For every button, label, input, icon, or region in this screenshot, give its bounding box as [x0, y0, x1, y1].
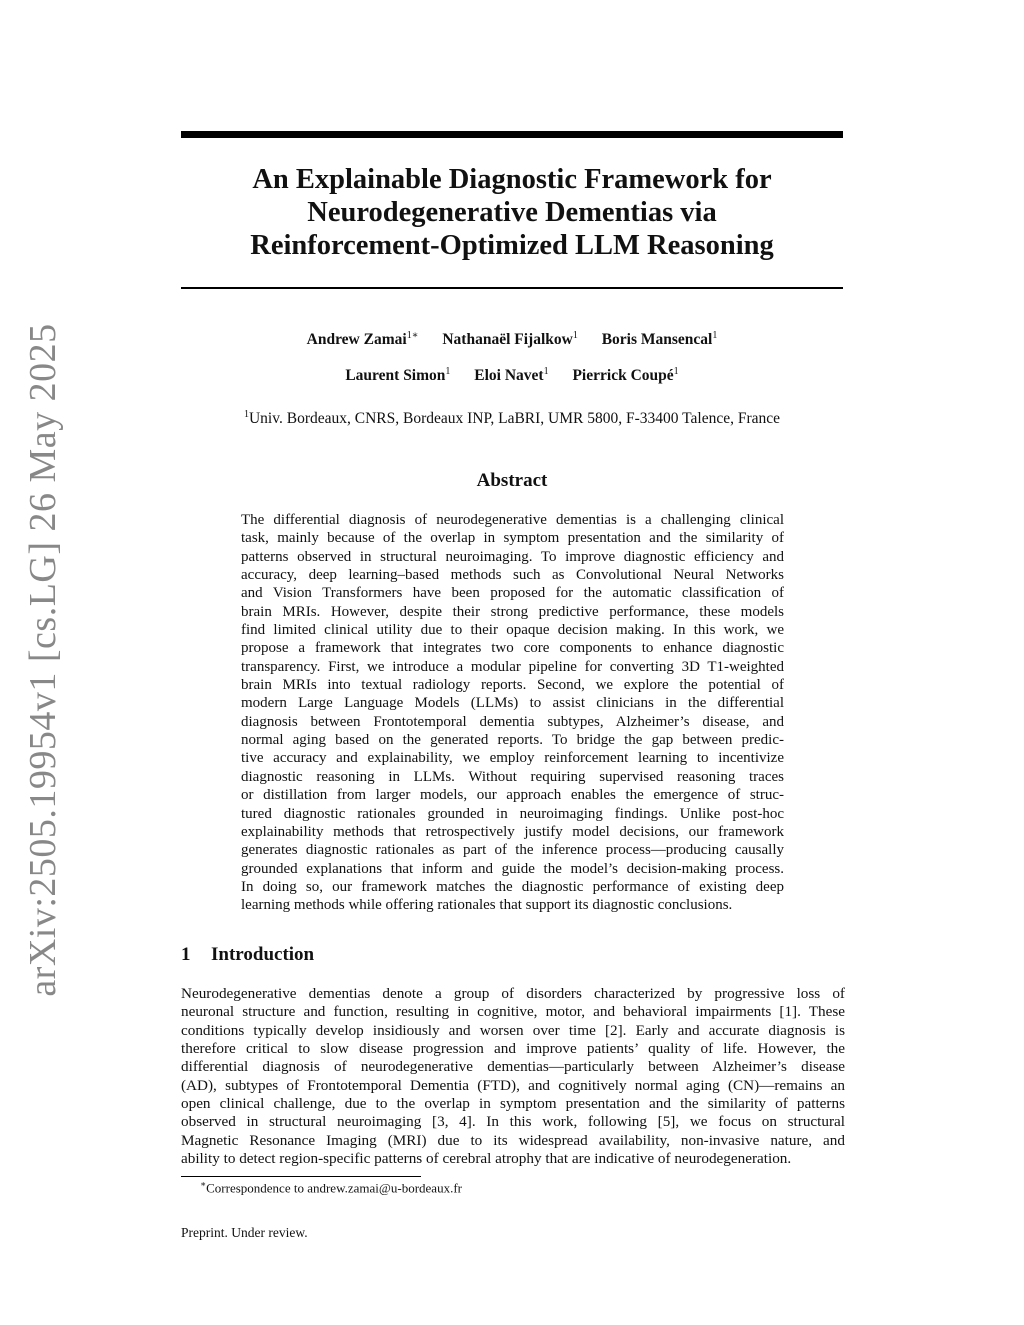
abstract-line: propose a framework that integrates two core components to enhance diagnostic	[241, 640, 784, 657]
abstract-line: explainability methods that retrospectively justify model decisions, our framework	[241, 823, 784, 840]
section-title: Introduction	[211, 944, 315, 965]
intro-line: therefore critical to slow disease progression and improve patients’ quality of life. However, the	[181, 1040, 845, 1058]
footnote	[200, 1179, 462, 1196]
intro-line: Magnetic Resonance Imaging (MRI) due to its widespread availability, non-invasive nature, and	[181, 1131, 845, 1149]
author-affiliation-mark: 1∗	[406, 330, 419, 341]
abstract-line: and Vision Transformers have been proposed for the automatic classification of	[241, 585, 784, 602]
abstract-line: diagnosis between Frontotemporal dementia subtypes, Alzheimer’s disease, and	[241, 713, 784, 730]
abstract-line: tured diagnostic rationales grounded in neuroimaging findings. Unlike post-hoc	[241, 805, 784, 822]
title-bottom-rule	[181, 287, 843, 289]
author-name: Pierrick Coupé	[572, 367, 674, 385]
abstract-line: task, mainly because of the overlap in symptom presentation and the similarity of	[241, 530, 784, 547]
paper-title	[181, 163, 843, 262]
section-number: 1	[181, 944, 191, 965]
abstract-line: patterns observed in structural neuroimaging. To improve diagnostic efficiency and	[241, 548, 784, 565]
abstract-line: normal aging based on the generated reports. To bridge the gap between predic-	[241, 732, 784, 749]
author	[474, 366, 548, 385]
abstract-line: brain MRIs. However, despite their strong predictive performance, these models	[241, 603, 784, 620]
author-name: Eloi Navet	[474, 367, 544, 385]
introduction-paragraph	[181, 985, 845, 1168]
author-name: Nathanaël Fijalkow	[442, 331, 573, 349]
abstract-line: brain MRIs into textual radiology reports. Second, we explore the potential of	[241, 677, 784, 694]
author-affiliation-mark: 1	[673, 366, 679, 377]
author-row-1	[181, 330, 843, 349]
author-name: Boris Mansencal	[601, 331, 713, 349]
intro-line: Neurodegenerative dementias denote a group of disorders characterized by progressive loss of	[181, 985, 845, 1002]
title-line: Reinforcement-Optimized LLM Reasoning	[250, 230, 774, 261]
affiliation-text: Univ. Bordeaux, CNRS, Bordeaux INP, LaBRI, UMR 5800, F-33400 Talence, France	[248, 410, 781, 428]
abstract-line: In doing so, our framework matches the diagnostic performance of existing deep	[241, 878, 784, 895]
abstract-body	[241, 511, 784, 915]
intro-line: neuronal structure and function, resulting in cognitive, motor, and behavioral impairments [1]. These	[181, 1003, 845, 1021]
title-top-rule	[181, 131, 843, 138]
author-affiliation-mark: 1	[572, 330, 578, 341]
author-affiliation-mark: 1	[543, 366, 549, 377]
intro-line: conditions typically develop insidiously and worsen over time [2]. Early and accurate diagnosis is	[181, 1021, 845, 1039]
author	[442, 330, 577, 349]
abstract-line: tive accuracy and explainability, we employ reinforcement learning to incentivize	[241, 750, 784, 767]
intro-line: (AD), subtypes of Frontotemporal Dementia (FTD), and cognitively normal aging (CN)—remains an	[181, 1076, 845, 1094]
author-name: Andrew Zamai	[306, 331, 407, 349]
author-affiliation-mark: 1	[712, 330, 718, 341]
abstract-line: transparency. First, we introduce a modular pipeline for converting 3D T1-weighted	[241, 658, 784, 675]
abstract-line: modern Large Language Models (LLMs) to assist clinicians in the differential	[241, 695, 784, 712]
author	[572, 366, 678, 385]
footnote-rule	[181, 1176, 421, 1177]
arxiv-identifier-stamp: arXiv:2505.19954v1 [cs.LG] 26 May 2025	[22, 323, 64, 997]
intro-line: open clinical challenge, due to the overlap in symptom presentation and the similarity of patterns	[181, 1095, 845, 1113]
abstract-line: diagnostic reasoning in LLMs. Without requiring supervised reasoning traces	[241, 768, 784, 785]
author-name: Laurent Simon	[345, 367, 446, 385]
author-affiliation-mark: 1	[445, 366, 451, 377]
affiliation-mark: 1	[243, 409, 249, 420]
abstract-line: learning methods while offering rationales that support its diagnostic conclusions.	[241, 897, 733, 914]
abstract-line: accuracy, deep learning–based methods such as Convolutional Neural Networks	[241, 567, 784, 584]
section-heading-introduction	[181, 944, 314, 966]
author-row-2	[181, 366, 843, 385]
footnote-mark: ∗	[200, 1179, 207, 1189]
abstract-line: find limited clinical utility due to their opaque decision making. In this work, we	[241, 622, 784, 639]
intro-line: differential diagnosis of neurodegenerative dementias—particularly between Alzheimer’s disease	[181, 1058, 845, 1076]
intro-line: observed in structural neuroimaging [3, 4]. In this work, following [5], we focus on structural	[181, 1113, 845, 1131]
title-line: An Explainable Diagnostic Framework for	[252, 164, 772, 195]
abstract-line: generates diagnostic rationales as part of the inference process—producing causally	[241, 842, 784, 859]
preprint-note: Preprint. Under review.	[181, 1225, 308, 1240]
abstract-line: The differential diagnosis of neurodegenerative dementias is a challenging clinical	[241, 512, 784, 528]
abstract-line: or distillation from larger models, our approach enables the emergence of struc-	[241, 787, 784, 804]
affiliation	[181, 409, 843, 428]
footnote-text: Correspondence to andrew.zamai@u-bordeaux.fr	[206, 1180, 462, 1196]
title-line: Neurodegenerative Dementias via	[307, 197, 717, 228]
author	[602, 330, 718, 349]
author	[345, 366, 450, 385]
author	[307, 330, 419, 349]
abstract-heading: Abstract	[476, 470, 548, 491]
intro-line: ability to detect region-specific patterns of cerebral atrophy that are indicative of neurodegeneration.	[181, 1150, 792, 1168]
abstract-line: grounded explanations that inform and guide the model’s decision-making process.	[241, 860, 784, 877]
